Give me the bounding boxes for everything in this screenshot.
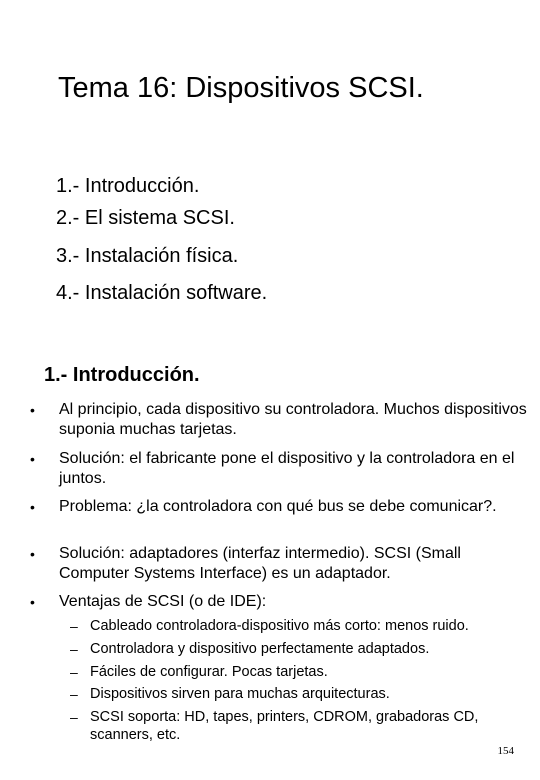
sub-item-1: Cableado controladora-dispositivo más corto: menos ruido.	[90, 618, 469, 634]
bullet-item-3: Problema: ¿la controladora con qué bus se debe comunicar?.	[59, 498, 497, 515]
bullet-item-5: Ventajas de SCSI (o de IDE):	[59, 593, 267, 610]
toc-item-2: 2.- El sistema SCSI.	[56, 207, 235, 229]
bullet-item-4: Solución: adaptadores (interfaz intermedio). SCSI (Small Computer Systems Interface) es un adaptador.	[59, 545, 461, 582]
sub-item-3: Fáciles de configurar. Pocas tarjetas.	[90, 664, 328, 680]
bullet-marker: •	[30, 546, 35, 562]
sub-item-2: Controladora y dispositivo perfectamente adaptados.	[90, 641, 430, 657]
toc-item-3: 3.- Instalación física.	[56, 245, 239, 267]
bullet-marker: •	[30, 594, 35, 610]
bullet-item-2: Solución: el fabricante pone el dispositivo y la controladora en el juntos.	[59, 450, 515, 487]
section-heading: 1.- Introducción.	[44, 364, 200, 386]
dash-marker: –	[70, 664, 78, 680]
toc-item-4: 4.- Instalación software.	[56, 282, 268, 304]
dash-marker: –	[70, 618, 78, 634]
sub-item-5: SCSI soporta: HD, tapes, printers, CDROM, grabadoras CD, scanners, etc.	[90, 709, 479, 743]
dash-marker: –	[70, 686, 78, 702]
toc-item-1: 1.- Introducción.	[56, 175, 200, 197]
bullet-marker: •	[30, 402, 35, 418]
sub-item-4: Dispositivos sirven para muchas arquitecturas.	[90, 686, 390, 702]
dash-marker: –	[70, 641, 78, 657]
page-number: 154	[497, 745, 514, 757]
dash-marker: –	[70, 709, 78, 725]
bullet-marker: •	[30, 451, 35, 467]
bullet-marker: •	[30, 499, 35, 515]
bullet-item-1: Al principio, cada dispositivo su controladora. Muchos dispositivos suponia muchas tarjetas.	[59, 401, 527, 438]
page-title: Tema 16: Dispositivos SCSI.	[58, 72, 424, 104]
